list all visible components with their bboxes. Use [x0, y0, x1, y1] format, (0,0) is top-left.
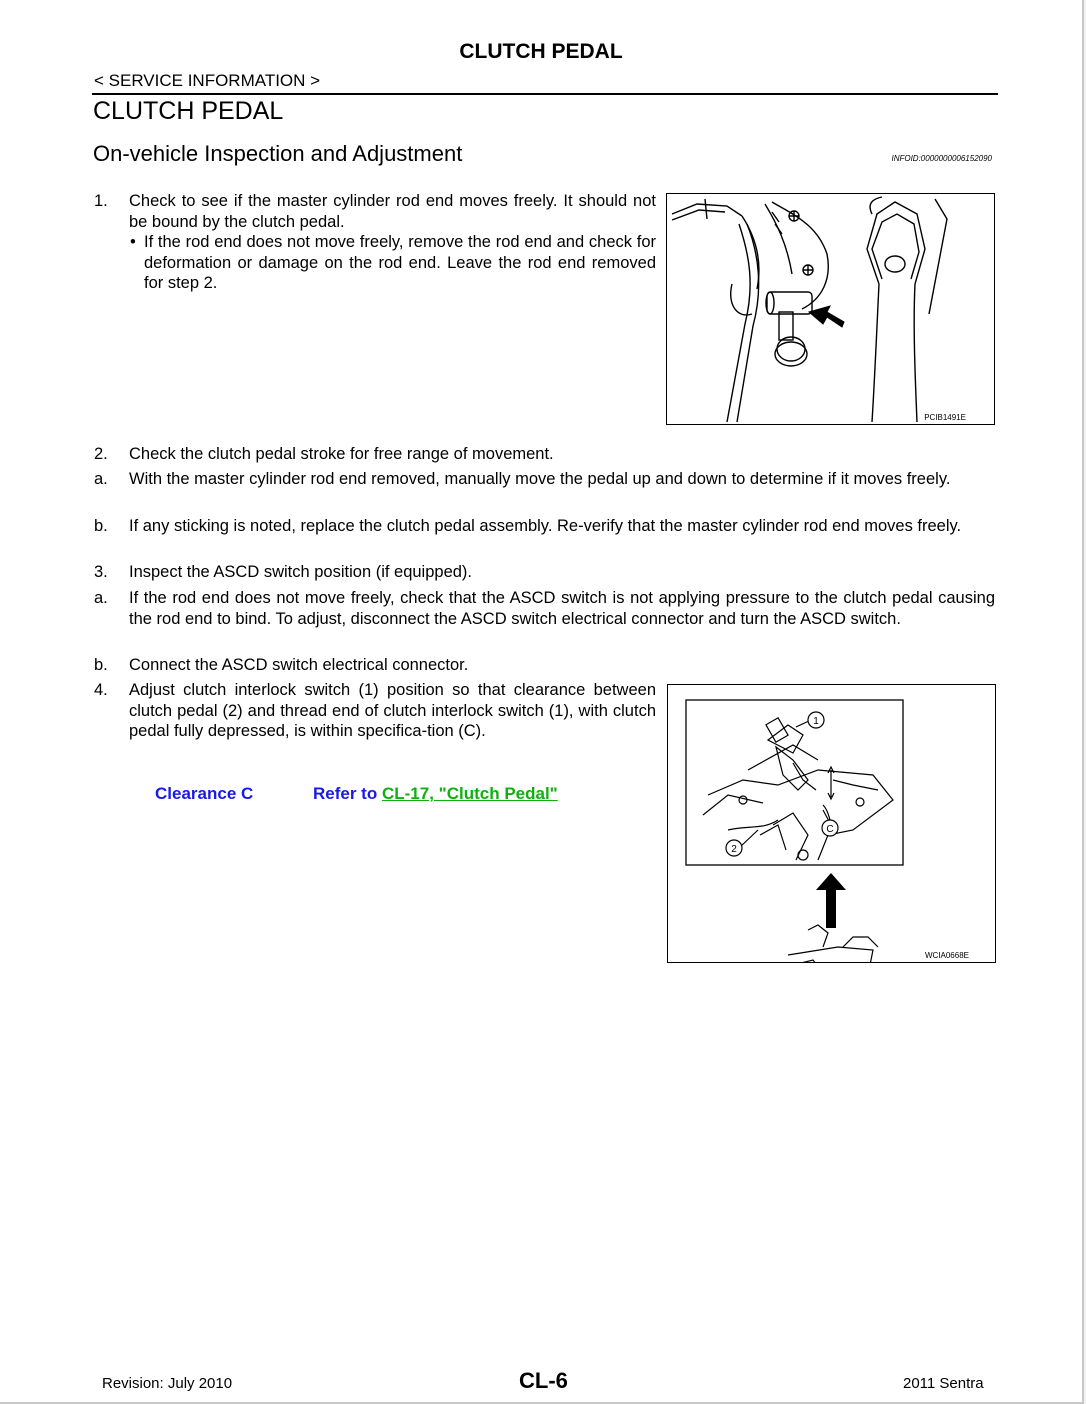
- step-text: If the rod end does not move freely, check that the ASCD switch is not applying pressure to the clutch pedal causing the rod end to bind. To adjust, disconnect the ASCD switch electrical connector and turn the ASCD switch.: [129, 589, 995, 628]
- callout-1: 1: [813, 716, 819, 727]
- step-letter: b.: [94, 517, 108, 535]
- running-title: CLUTCH PEDAL: [459, 40, 623, 63]
- step-text: Inspect the ASCD switch position (if equipped).: [129, 563, 473, 581]
- spec-reference-link[interactable]: CL-17, "Clutch Pedal": [381, 784, 558, 803]
- rod-end-illustration: [667, 194, 994, 424]
- step-number: 4.: [94, 681, 108, 699]
- figure-code: PCIB1491E: [924, 413, 966, 422]
- step-text: If any sticking is noted, replace the clutch pedal assembly. Re-verify that the master cylinder rod end moves freely.: [129, 517, 962, 535]
- spec-value: [313, 784, 558, 804]
- subsection-title: On-vehicle Inspection and Adjustment: [93, 141, 463, 166]
- figure-code: WCIA0668E: [924, 951, 969, 960]
- step-text: With the master cylinder rod end removed, manually move the pedal up and down to determine if it moves freely.: [129, 470, 951, 488]
- figure-rod-end: [666, 193, 995, 425]
- spec-label: Clearance C: [155, 784, 254, 803]
- callout-2: 2: [731, 844, 737, 855]
- step-number: 2.: [94, 445, 108, 463]
- info-id: INFOID:0000000006152090: [891, 154, 992, 163]
- step-text: Adjust clutch interlock switch (1) position so that clearance between clutch pedal (2) and thread end of clutch interlock switch (1), with clutch pedal fully depressed, is within specifica-tion (C).: [129, 681, 656, 740]
- bullet-dot: •: [130, 233, 136, 251]
- section-title: CLUTCH PEDAL: [93, 97, 284, 125]
- bullet-text: If the rod end does not move freely, remove the rod end and check for deformation or damage on the rod end. Leave the rod end removed for step 2.: [144, 233, 656, 292]
- clutch-interlock-illustration: [668, 685, 995, 962]
- step-number: 3.: [94, 563, 108, 581]
- figure-clutch-interlock: [667, 684, 996, 963]
- step-letter: a.: [94, 589, 108, 607]
- step-text: Check the clutch pedal stroke for free range of movement.: [129, 445, 554, 463]
- header-rule: [92, 93, 998, 95]
- step-text: Check to see if the master cylinder rod end moves freely. It should not be bound by the clutch pedal.: [129, 192, 656, 231]
- footer-page-number: CL-6: [519, 1368, 568, 1393]
- step-number: 1.: [94, 192, 108, 210]
- step-text: Connect the ASCD switch electrical connector.: [129, 656, 469, 674]
- spec-refer-prefix: Refer to: [313, 784, 382, 803]
- footer-revision: Revision: July 2010: [102, 1375, 233, 1392]
- footer-model: 2011 Sentra: [903, 1375, 984, 1392]
- step-letter: b.: [94, 656, 108, 674]
- step-letter: a.: [94, 470, 108, 488]
- breadcrumb: < SERVICE INFORMATION >: [94, 71, 321, 90]
- callout-c: C: [826, 824, 834, 835]
